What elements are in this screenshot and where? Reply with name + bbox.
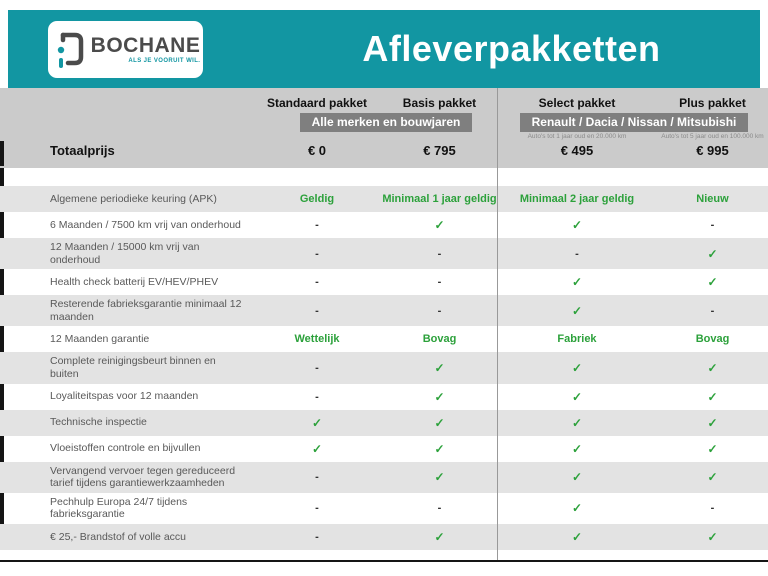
value-text: Fabriek (557, 333, 597, 346)
check-icon: ✓ (571, 441, 583, 456)
col-header-select-pakket: Select pakket (538, 96, 616, 110)
dash-icon: - (710, 304, 715, 317)
dash-icon: - (315, 530, 319, 543)
dash-icon: - (710, 502, 715, 515)
check-icon: ✓ (434, 218, 445, 232)
package-header-band (0, 88, 768, 168)
dash-icon: - (315, 247, 319, 260)
price-plus-pakket: € 995 (696, 143, 729, 158)
value-text: Nieuw (696, 193, 729, 205)
check-icon: ✓ (434, 470, 445, 485)
brand-group-row (0, 113, 768, 132)
check-icon: ✓ (434, 529, 445, 544)
feature-label: Health check batterij EV/HEV/PHEV (50, 275, 219, 288)
col-header-basis-pakket: Basis pakket (402, 96, 477, 110)
check-icon: ✓ (571, 275, 583, 290)
dash-icon: - (315, 276, 319, 289)
feature-label: Technische inspectie (50, 416, 147, 429)
page-title: Afleverpakketten (362, 28, 661, 69)
col-header-plus-pakket: Plus pakket (679, 96, 746, 110)
value-text: Bovag (422, 333, 457, 346)
table-row (0, 212, 768, 238)
feature-label: 12 Maanden / 15000 km vrij van onderhoud (50, 241, 200, 266)
check-icon: ✓ (707, 360, 718, 375)
brand-name: BOCHANE (90, 34, 201, 57)
feature-label: Vervangend vervoer tegen gereduceerd tarief tijdens garantiewerkzaamheden (50, 464, 236, 490)
table-row (0, 493, 768, 524)
table-row (0, 410, 768, 436)
feature-label: € 25,- Brandstof of volle accu (50, 530, 186, 543)
dash-icon: - (437, 304, 442, 317)
feature-label: 12 Maanden garantie (50, 333, 150, 346)
check-icon: ✓ (707, 529, 718, 544)
value-text: Bovag (695, 333, 730, 346)
check-icon: ✓ (571, 389, 583, 404)
dash-icon: - (315, 304, 319, 317)
table-row (0, 462, 768, 493)
check-icon: ✓ (571, 415, 583, 430)
bottom-divider (0, 560, 768, 562)
package-note-row (0, 133, 768, 140)
check-icon: ✓ (434, 360, 445, 375)
price-basis-pakket: € 795 (423, 143, 456, 158)
check-icon: ✓ (707, 246, 718, 261)
check-icon: ✓ (707, 415, 718, 430)
dash-icon: - (437, 502, 442, 515)
col-header-standaard-pakket: Standaard pakket (266, 96, 368, 110)
table-row (0, 436, 768, 462)
value-text: Geldig (299, 193, 335, 205)
feature-label: Pechhulp Europa 24/7 tijdens fabrieksgarantie (50, 495, 188, 521)
column-divider (497, 88, 498, 560)
feature-label: Complete reinigingsbeurt binnen en buiten (50, 355, 216, 380)
table-row (0, 295, 768, 326)
dash-icon: - (437, 247, 442, 260)
table-row (0, 186, 768, 212)
page-header (8, 10, 760, 88)
group-label-all-makes: Alle merken en bouwjaren (300, 113, 472, 132)
dash-icon: - (437, 276, 442, 289)
feature-label: 6 Maanden / 7500 km vrij van onderhoud (50, 218, 241, 231)
package-name-row (0, 88, 768, 110)
feature-label: Resterende fabrieksgarantie minimaal 12 maanden (50, 298, 242, 323)
table-row (0, 326, 768, 352)
price-standaard-pakket: € 0 (307, 143, 327, 158)
check-icon: ✓ (434, 389, 445, 404)
dash-icon: - (575, 247, 579, 260)
check-icon: ✓ (707, 389, 718, 404)
check-icon: ✓ (571, 501, 583, 516)
check-icon: ✓ (434, 441, 445, 456)
subnote-plus-pakket: Auto's tot 5 jaar oud en 100.000 km (661, 133, 764, 140)
table-row (0, 384, 768, 410)
check-icon: ✓ (434, 415, 445, 430)
spacer-row (0, 168, 768, 186)
dash-icon: - (315, 502, 319, 515)
table-row (0, 352, 768, 383)
feature-label: Vloeistoffen controle en bijvullen (50, 442, 201, 455)
feature-label: Loyaliteitspas voor 12 maanden (50, 390, 199, 403)
brand-tagline: ALS JE VOORUIT WIL. (128, 58, 201, 64)
value-text: Minimaal 2 jaar geldig (519, 193, 635, 205)
dash-icon: - (315, 361, 319, 374)
total-price-row (0, 143, 768, 158)
check-icon: ✓ (571, 303, 583, 318)
price-select-pakket: € 495 (560, 143, 594, 158)
dash-icon: - (315, 219, 319, 231)
check-icon: ✓ (571, 529, 583, 544)
subnote-select-pakket: Auto's tot 1 jaar oud en 20.000 km (527, 133, 627, 140)
check-icon: ✓ (571, 470, 583, 485)
group-label-renault-dacia-nissan-mitsubishi: Renault / Dacia / Nissan / Mitsubishi (520, 113, 748, 132)
value-text: Minimaal 1 jaar geldig (382, 193, 497, 205)
check-icon: ✓ (707, 275, 718, 290)
check-icon: ✓ (311, 415, 323, 430)
feature-label: Algemene periodieke keuring (APK) (50, 192, 217, 205)
check-icon: ✓ (311, 441, 323, 456)
check-icon: ✓ (707, 470, 718, 485)
dash-icon: - (315, 390, 319, 403)
table-row (0, 524, 768, 550)
check-icon: ✓ (571, 360, 583, 375)
table-row (0, 269, 768, 295)
feature-rows (0, 186, 768, 550)
value-text: Wettelijk (294, 333, 340, 346)
dash-icon: - (315, 471, 319, 484)
left-edge-mark (0, 141, 4, 166)
dash-icon: - (710, 219, 715, 231)
check-icon: ✓ (707, 441, 718, 456)
check-icon: ✓ (571, 218, 583, 232)
totaalprijs-label: Totaalprijs (50, 143, 115, 158)
table-row (0, 238, 768, 269)
